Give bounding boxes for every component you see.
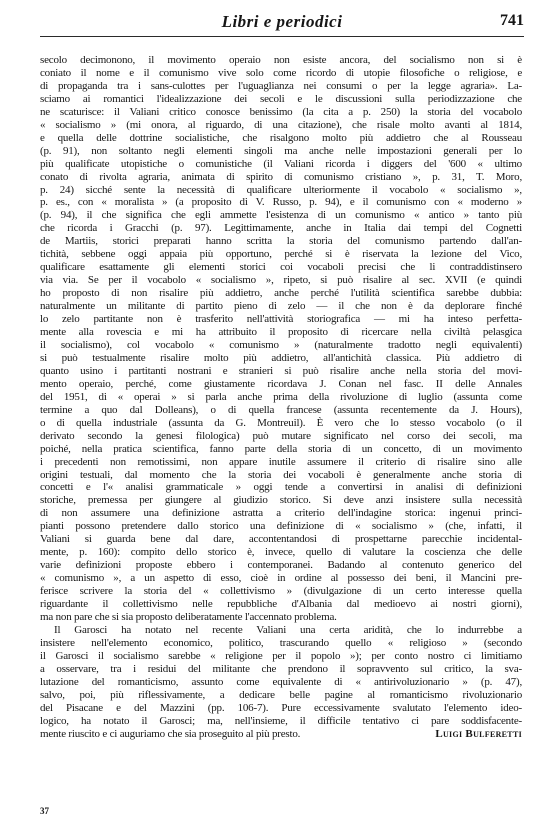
text-line xyxy=(40,171,522,184)
text-line-content: o di quella industriale (assunta da G. Montreuil). È vero che lo stesso vocabolo (o il xyxy=(40,416,522,429)
text-line-content: poiché, nella pratica scientifica, fanno parte della storia di un concetto, di un movimento xyxy=(40,442,522,455)
text-line xyxy=(40,339,522,352)
text-line-content: conato di rivolta agraria, animata di spirito di comunismo cristiano », p. 31, T. Moro, xyxy=(40,170,522,183)
text-line-content: i precedenti non remotissimi, non appare inutile assumere il criterio di risalire sino alle xyxy=(40,455,522,468)
text-line-content: mento operaio, perché, come giustamente ricordava J. Conan nel fasc. II delle Annales xyxy=(40,377,522,390)
text-line xyxy=(40,559,522,572)
text-line xyxy=(40,54,522,67)
text-line-content: si può testualmente risalire molto più addietro, all'antichità classica. Più addietro di xyxy=(40,351,522,364)
text-line-content: termine a quo dal Dolleans), o di quella francese (assunta recentemente da J. Hours), xyxy=(40,403,522,416)
text-line-content: Valiani si guarda bene dal dare, accontentandosi di prospettarne parecchie incidental- xyxy=(40,533,522,546)
text-line-content: sciamo ai romantici l'idealizzazione dei secoli e le discussioni sulla periodizzazione che xyxy=(40,92,522,105)
text-line xyxy=(40,572,522,585)
printer-signature-mark: 37 xyxy=(40,806,49,816)
text-line-content: mente, p. 160): compito dello storico è, invece, quello di valutare la coscienza che delle xyxy=(40,546,522,559)
text-line-content: « comunismo », a un aspetto di esso, cioè in ordine al possesso dei beni, il Mancini pre- xyxy=(40,572,522,585)
text-line xyxy=(40,67,522,80)
text-line-content: di propaganda tra i sans-culottes per l'uguaglianza nei consumi o per la legge agraria». La- xyxy=(40,79,522,92)
text-line xyxy=(40,287,522,300)
text-line xyxy=(40,469,522,482)
text-line xyxy=(40,650,522,663)
running-title: Libri e periodici xyxy=(221,12,343,31)
text-line xyxy=(40,443,522,456)
text-line-content: « socialismo » (mi onora, al riguardo, di una citazione), che risale molto avanti al 1814, xyxy=(40,118,522,131)
text-line xyxy=(40,378,522,391)
text-line-content: pianti possono pretendere dallo storico una definizione di « socialismo » (che, infatti, il xyxy=(40,520,522,533)
text-line xyxy=(40,494,522,507)
text-line xyxy=(40,715,522,728)
text-line-content: (p. 91), non soltanto negli elementi singoli ma anche nelle impostazioni generali per lo xyxy=(40,144,522,157)
text-line xyxy=(40,235,522,248)
text-line xyxy=(40,391,522,404)
text-line-content: ne scaturisce: il Valiani critico conosce benissimo (la cita a p. 250) la storia del vocabolo xyxy=(40,105,522,118)
text-line-content: varie definizioni proposte ebbero i contemporanei. Badando al contenuto generico del xyxy=(40,559,522,572)
text-line-content: ma non pare che si sia proposto deliberatamente l'accennato problema. xyxy=(40,610,337,623)
text-line xyxy=(40,533,522,546)
text-line xyxy=(40,300,522,313)
text-line xyxy=(40,663,522,676)
text-line-content: secolo decimonono, il movimento operaio non esiste ancora, del socialismo non si è xyxy=(40,54,522,66)
text-line xyxy=(40,546,522,559)
text-line-content: salvo, poi, più riflessivamente, a dedicare belle pagine al romanticismo rivoluzionario xyxy=(40,688,522,701)
text-line-content: (p. 94), il che significa che egli ammette l'esistenza di un comunismo « antico » tanto più xyxy=(40,209,522,222)
text-line-content: il Garosci il socialismo sarebbe « religione per il popolo »); per conto nostro ci limitiamo xyxy=(40,649,522,662)
text-line xyxy=(40,274,522,287)
text-line xyxy=(40,365,522,378)
text-line xyxy=(40,611,522,624)
text-line-content: a osservare, tra i residui del militante che prendono il sopravvento sul critico, la sva- xyxy=(40,662,522,675)
text-line-content: qualificare esattamente gli elementi storici coi vocaboli precisi che li contraddistinsero xyxy=(40,261,522,274)
text-line-content: p. 24) sicché sente la necessità di qualificare ulteriormente il vocabolo « socialismo », xyxy=(40,183,522,196)
text-line xyxy=(40,624,522,637)
text-line-content: storiche, premessa per giungere al giudizio storico. Si deve anzi insistere sulla necessità xyxy=(40,494,522,507)
text-line xyxy=(40,676,522,689)
text-line-content: quanto usino i partitanti nostrani e stranieri si può risalire anche nella storia del movi- xyxy=(40,364,522,377)
text-line-content: de Martiis, storici preparati hanno scritta la storia del comunismo partendo dall'an- xyxy=(40,235,522,248)
text-line xyxy=(40,456,522,469)
text-line xyxy=(40,80,522,93)
page-number: 741 xyxy=(500,12,524,29)
text-line xyxy=(40,313,522,326)
text-line xyxy=(40,145,522,158)
text-line xyxy=(40,689,522,702)
text-line xyxy=(40,585,522,598)
text-line xyxy=(40,702,522,715)
text-line-content: concetti e l'« analisi grammaticale » oggi tende a convertirsi in analisi di definizioni xyxy=(40,481,522,494)
text-line-content: mente riuscito e ci auguriamo che sia proseguito al più presto. xyxy=(40,727,301,740)
text-line-content: che ricorda i Gracchi (p. 97). Legittimamente, anche in Italia dai tempi del Cognetti xyxy=(40,222,522,235)
text-line-content: e quella delle dottrine socialistiche, che risalgono molto più addietro che al Rousseau xyxy=(40,131,522,144)
text-line-content: ho proposto di non risalire più addietro, anche perché l'utilità scientifica sarebbe dubbia: xyxy=(40,287,522,300)
text-line xyxy=(40,598,522,611)
text-line-content: di non assumere una definizione astratta a criterio dell'indagine storica: ingenui princi- xyxy=(40,507,522,520)
text-line xyxy=(40,481,522,494)
text-line xyxy=(40,184,522,197)
text-line xyxy=(40,119,522,132)
text-line-content: coniato il nome e il comunismo vive solo come ricordo di utopie filosofiche o religiose, e xyxy=(40,66,522,79)
text-line xyxy=(40,132,522,145)
text-line xyxy=(40,248,522,261)
page-header xyxy=(40,6,524,37)
text-line-content: più qualificate utopistiche o comunistiche (il Valiani ricorda i diggers del '600 « ultimo xyxy=(40,157,522,170)
text-line xyxy=(40,196,522,209)
text-line-content: mente alla rovescia e mi ha attribuito il proposito di ricercare nella civiltà pelasgica xyxy=(40,326,522,339)
text-line-content: il socialismo), col vocabolo « comunismo » (naturalmente tradotto negli equivalenti) xyxy=(40,338,522,351)
text-line xyxy=(40,728,522,741)
text-line-content: p. es., con « moralista » (a proposito di V. Russo, p. 94), e il comunismo con « moderno » xyxy=(40,196,522,209)
text-line xyxy=(40,326,522,339)
text-line-content: tichità, sebbene oggi appaia più opportuno, perché si è riservata la lezione del Vico, xyxy=(40,248,522,261)
text-line xyxy=(40,430,522,443)
text-line xyxy=(40,106,522,119)
text-line-content: via via. Se per il vocabolo « socialismo », ripeto, si può risalire al sec. XVII (e quindi xyxy=(40,274,522,287)
text-line-content: del Pisacane e del Mazzini (pp. 106-7). Pure eccessivamente svalutato l'elemento ideo- xyxy=(40,701,522,714)
text-line-content: Il Garosci ha notato nel recente Valiani una certa aridità, che lo indurrebbe a xyxy=(54,623,522,636)
text-line xyxy=(40,417,522,430)
text-line-content: lutazione del romanticismo, assunto come equivalente di « antirivoluzionario » (p. 47), xyxy=(40,675,522,688)
text-line-content: lo zelo partitante non è trasferito nell'attività storiografica — mi ha inteso perfetta- xyxy=(40,313,522,326)
text-line xyxy=(40,520,522,533)
text-line xyxy=(40,158,522,171)
text-line xyxy=(40,404,522,417)
text-line xyxy=(40,209,522,222)
text-line-content: riguardante il collettivismo nelle repubbliche d'Albania dal medioevo ai nostri giorni), xyxy=(40,598,522,611)
text-line xyxy=(40,261,522,274)
text-line xyxy=(40,93,522,106)
text-line xyxy=(40,637,522,650)
text-line-content: derivato secondo la genesi filologica) può mutare significato nel corso dei secoli, ma xyxy=(40,429,522,442)
text-line-content: ferisce scrivere la storia del « collettivismo » (divulgazione di un certo interesse quella xyxy=(40,585,522,598)
text-line-content: logico, ha notato il Garosci; ma, nell'insieme, il difficile tentativo ci pare soddisfacente- xyxy=(40,714,522,727)
text-line-content: naturalmente un militante di partito pieno di zelo — il che non è da deplorare finché xyxy=(40,300,522,313)
text-line xyxy=(40,222,522,235)
text-line-content: del 1951, di « operai » si parla anche prima della rivoluzione di luglio (assunta come xyxy=(40,390,522,403)
text-line-content: origini testuali, dal momento che la storia dei vocaboli è generalmente anche storia di xyxy=(40,468,522,481)
text-line xyxy=(40,352,522,365)
author-signature: Luigi Bulferetti xyxy=(435,727,522,740)
text-line-content: insistere nell'elemento economico, politico, trascurando quello « religioso » (secondo xyxy=(40,636,522,649)
body-text xyxy=(40,54,522,741)
text-line xyxy=(40,507,522,520)
